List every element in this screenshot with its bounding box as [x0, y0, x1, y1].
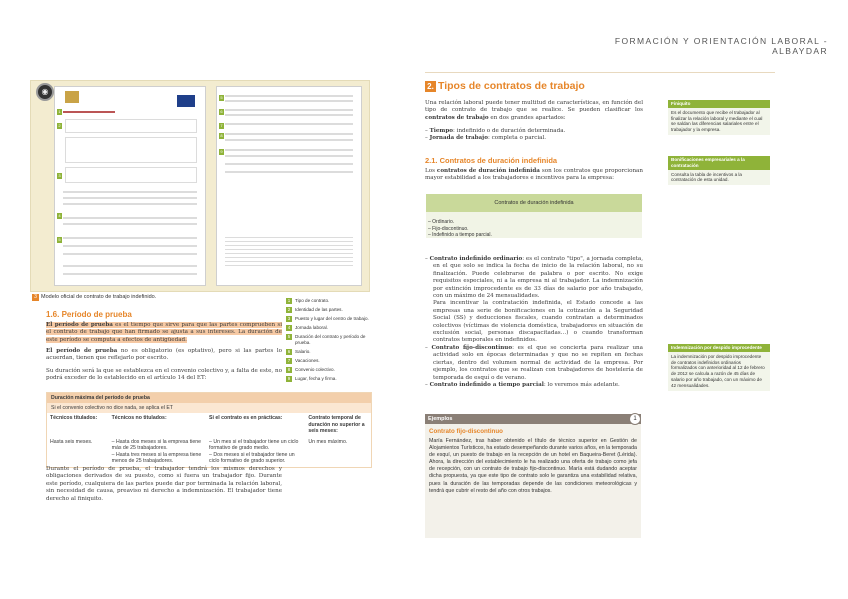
- list-item: Para incentivar la contratación indefinida, el Estado concede a las empresas una serie de bonificaciones en la cotización a la Seguridad Social (SS) y deducciones fiscales, cuando contratan a determinados colectivos (víctimas de violencia doméstica, trabajadores en situación de exclusión social, personas discapacitadas…) o cuando transforman contratos temporales en indefinidos.: [433, 300, 643, 344]
- indefinite-intro: Los contratos de duración indefinida son los contratos que proporcionan mayor estabilidad a los trabajadores e incentivos para la empresa:: [425, 168, 643, 182]
- probation-paragraph-4: Durante el período de prueba, el trabajador tendrá los mismos derechos y obligaciones derivados de su puesto, como si fuera un trabajador fijo. Durante este período, cualquiera de las partes puede dar por terminada la relación laboral, sin necesidad de causa, preaviso ni derecho a indemnización. El trabajador tiene derecho al finiquito.: [46, 466, 282, 502]
- table-subtitle: Si el convenio colectivo no dice nada, se aplica el ET: [47, 403, 371, 413]
- list-item: – Jornada de trabajo: completa o parcial.: [425, 135, 547, 142]
- probation-paragraph-2: El período de prueba no es obligatorio (es optativo), pero si las partes lo acuerdan, tienen que reflejarlo por escrito.: [46, 348, 282, 362]
- example-number: 1: [629, 413, 641, 425]
- table-header: Técnicos no titulados:: [109, 413, 206, 437]
- example-title: Contrato fijo-discontinuo: [429, 428, 503, 435]
- legend-item: 6 Salario.: [287, 349, 311, 354]
- form-marker: 2: [58, 123, 61, 128]
- indefinite-box-title: Contratos de duración indefinida: [426, 194, 642, 212]
- coat-of-arms-icon: [65, 91, 79, 103]
- probation-duration-table: [46, 392, 372, 468]
- table-header: Si el contrato es en prácticas:: [206, 413, 305, 437]
- eu-flag-icon: [177, 95, 195, 107]
- sidebar-finiquito: Finiquito Es el documento que recibe el trabajador al finalizar la relación laboral y mediante el cual se saldan las diferencias salariales entre el trabajador y la empresa.: [668, 100, 770, 135]
- form-marker: 7: [220, 123, 223, 128]
- legend-item: 4 Jornada laboral.: [287, 325, 328, 330]
- table-title: Duración máxima del período de prueba: [47, 393, 371, 403]
- form-marker: 6: [220, 109, 223, 114]
- camera-icon[interactable]: ◉: [36, 83, 54, 101]
- indefinite-box-list: – Ordinario. – Fijo-discontinuo. – Indefinido a tiempo parcial.: [428, 219, 492, 239]
- legend-item: 7 Vacaciones.: [287, 358, 320, 363]
- section-title-probation: 1.6. Período de prueba: [46, 310, 132, 319]
- table-header: Contrato temporal de duración no superior a seis meses:: [305, 413, 371, 437]
- contract-form-page-2: [216, 86, 362, 286]
- list-item: – Tiempo: indefinido o de duración determinada.: [425, 128, 566, 134]
- sidebar-indemnizacion: Indemnización por despido improcedente La indemnización por despido improcedente de contratos indefinidos ordinarios formalizados con anterioridad al 12 de febrero de 2012 se calcula a razón de 45 días de salario por año trabajado, con un máximo de 42 mensualidades.: [668, 344, 770, 391]
- legend-item: 9 Lugar, fecha y firma.: [287, 376, 337, 381]
- form-marker: 5: [220, 95, 223, 100]
- legend-item: 8 Convenio colectivo.: [287, 367, 335, 372]
- example-label: Ejemplos: [425, 414, 641, 424]
- contract-types-intro: Una relación laboral puede tener multitud de características, en función del tipo de contrato de trabajo que se realice. Se pueden clasificar los contratos de trabajo en dos grandes apartados:: [425, 100, 643, 121]
- contract-form-page-1: [54, 86, 206, 286]
- figure-number: 3: [32, 294, 39, 301]
- contract-detail-list: [425, 256, 643, 389]
- probation-paragraph-3: Su duración será la que se establezca en el convenio colectivo y, a falta de este, no podrá exceder de lo establecido en el artículo 14 del ET:: [46, 368, 282, 382]
- legend-item: 3 Puesto y lugar del centro de trabajo.: [287, 316, 369, 321]
- legend-item: 5 Duración del contrato y período de prueba.: [287, 334, 366, 345]
- contract-types-list: [425, 128, 643, 143]
- figure-caption: 3 Modelo oficial de contrato de trabajo indefinido.: [32, 294, 312, 301]
- section-title-indefinite: 2.1. Contratos de duración indefinida: [425, 156, 558, 165]
- list-item: – Contrato indefinido a tiempo parcial: lo veremos más adelante.: [425, 381, 620, 388]
- probation-paragraph-1: El período de prueba es el tiempo que sirve para que las partes comprueben si el contrato de trabajo que han firmado se ajusta a sus intereses. La duración de este período se computa a efectos de antigüedad.: [46, 322, 282, 343]
- table-header: Técnicos titulados:: [47, 413, 109, 437]
- form-marker: 9: [220, 149, 223, 154]
- legend-item: 1 Tipo de contrato.: [287, 298, 330, 303]
- list-item: – Contrato fijo-discontinuo: es el que se concierta para realizar una actividad solo en épocas determinadas y que no se repiten en fechas ciertas, dentro del volumen normal de actividad de la empresa. Por ejemplo, los contratos que se realizan con trabajadores de hostelería de temporada de esquí o de verano.: [425, 344, 643, 381]
- form-marker: 3: [58, 173, 61, 178]
- form-marker: 1: [58, 109, 61, 114]
- form-marker: 8: [220, 133, 223, 138]
- page-header: FORMACIÓN Y ORIENTACIÓN LABORAL - ALBAYDAR: [614, 36, 828, 56]
- list-item: – Contrato indefinido ordinario: es el contrato "tipo", a jornada completa, en el que solo se indica la fecha de inicio de la relación laboral, no su finalización. Puede celebrarse de palabra o por escrito. No exige requisitos especiales, ni a la empresa ni al trabajador. La indemnización por extinción improcedente es de 33 días de salario por año trabajado, con un máximo de 24 mensualidades.: [425, 256, 643, 300]
- example-text: María Fernández, tras haber obtenido el título de técnico superior en Gestión de Alojamientos Turísticos, ha estado desempeñando durante varios años, en la temporada de esquí, un puesto de trabajo en la recepción de un hotel en Baqueira-Beret (Lérida). Ahora, la dirección del establecimiento le ha realizado una oferta de trabajo como jefa de recepción, con un contrato de trabajo fijo-discontinuo. María está dudando aceptar dicha propuesta, ya que este tipo de contrato solo le garantiza una estabilidad relativa, pues la duración de las temporadas depende de las condiciones meteorológicas y tendrá que cubrir el resto del año con otros trabajos.: [429, 438, 637, 494]
- section-title-contract-types: 2. Tipos de contratos de trabajo: [425, 80, 585, 92]
- table-row: Hasta seis meses. – Hasta dos meses si la empresa tiene más de 25 trabajadores. – Hasta tres meses si la empresa tiene menos de 25 trabajadores. – Un mes si el trabajador tiene un ciclo formativo de grado medio. – Dos meses si el trabajador tiene un ciclo formativo de grado superior. Un mes máximo.: [50, 438, 348, 464]
- header-rule: [425, 72, 775, 73]
- legend-item: 2 Identidad de las partes.: [287, 307, 343, 312]
- figure-legend: [286, 298, 372, 385]
- form-marker: 5: [58, 237, 61, 242]
- sidebar-bonificaciones: Bonificaciones empresariales a la contratación Consulta la tabla de incentivos a la contratación de esta unidad.: [668, 156, 770, 185]
- form-marker: 4: [58, 213, 61, 218]
